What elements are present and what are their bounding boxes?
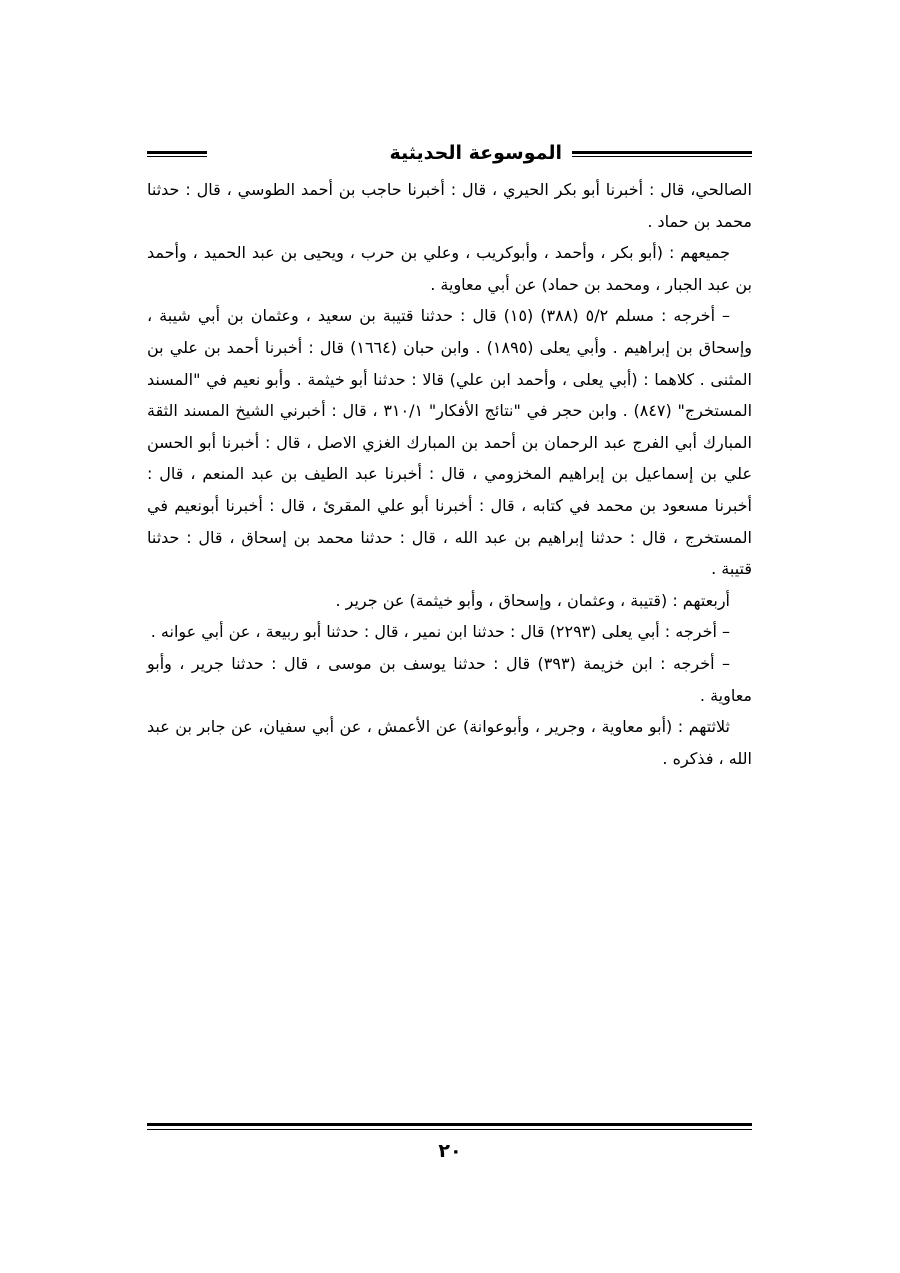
paragraph-2: جميعهم : (أبو بكر ، وأحمد ، وأبوكريب ، وعلي بن حرب ، ويحيى بن عبد الحميد ، وأحمد بن عبد الجبار ، ومحمد بن حماد) عن أبي معاوية . [147, 243, 752, 294]
page-number: ٢٠ [438, 1140, 462, 1162]
running-header [147, 138, 752, 168]
paragraph-3: – أخرجه : مسلم ٥/٢ (٣٨٨) (١٥) قال : حدثنا قتيبة بن سعيد ، وعثمان بن أبي شيبة ، وإسحاق بن إبراهيم . وأبي يعلى (١٨٩٥) . وابن حبان (١٦٦٤) قال : أخبرنا أحمد بن علي بن المثنى . كلاهما : (أبي يعلى ، وأحمد ابن علي) قالا : حدثنا أبو خيثمة . وأبو نعيم في "المسند المستخرج" (٨٤٧) . وابن حجر في "نتائج الأفكار" ٣١٠/١ ، قال : أخبرني الشيخ المسند الثقة المبارك أبي الفرج عبد الرحمان بن أحمد بن المبارك الغزي الاصل ، قال : أخبرنا أبو الحسن علي بن إسماعيل بن إبراهيم المخزومي ، قال : أخبرنا عبد الطيف بن عبد المنعم ، قال : أخبرنا مسعود بن محمد في كتابه ، قال : أخبرنا أبو علي المقرئ ، قال : أخبرنا أبونعيم في المستخرج ، قال : حدثنا إبراهيم بن عبد الله ، قال : حدثنا محمد بن إسحاق ، قال : حدثنا قتيبة . [147, 306, 753, 579]
paragraph-4: أربعتهم : (قتيبة ، وعثمان ، وإسحاق ، وأبو خيثمة) عن جرير . [335, 590, 730, 610]
book-title: الموسوعة الحديثية [380, 138, 573, 168]
page-body [147, 174, 752, 774]
header-rule-left-thin [147, 156, 207, 157]
paragraph-7: ثلاثتهم : (أبو معاوية ، وجرير ، وأبوعوانة) عن الأعمش ، عن أبي سفيان، عن جابر بن عبد الله ، فذكره . [147, 717, 752, 768]
footer-rule-thick [147, 1123, 752, 1126]
paragraph-5: – أخرجه : أبي يعلى (٢٢٩٣) قال : حدثنا ابن نمير ، قال : حدثنا أبو ربيعة ، عن أبي عوانه . [150, 622, 730, 642]
header-rule-left-thick [147, 151, 207, 154]
footer-rule-thin [147, 1129, 752, 1130]
paragraph-1: الصالحي، قال : أخبرنا أبو بكر الحيري ، قال : أخبرنا حاجب بن أحمد الطوسي ، قال : حدثنا محمد بن حماد . [147, 180, 752, 231]
paragraph-6: – أخرجه : ابن خزيمة (٣٩٣) قال : حدثنا يوسف بن موسى ، قال : حدثنا جرير ، وأبو معاوية . [147, 653, 752, 705]
footer-rule [147, 1123, 752, 1130]
